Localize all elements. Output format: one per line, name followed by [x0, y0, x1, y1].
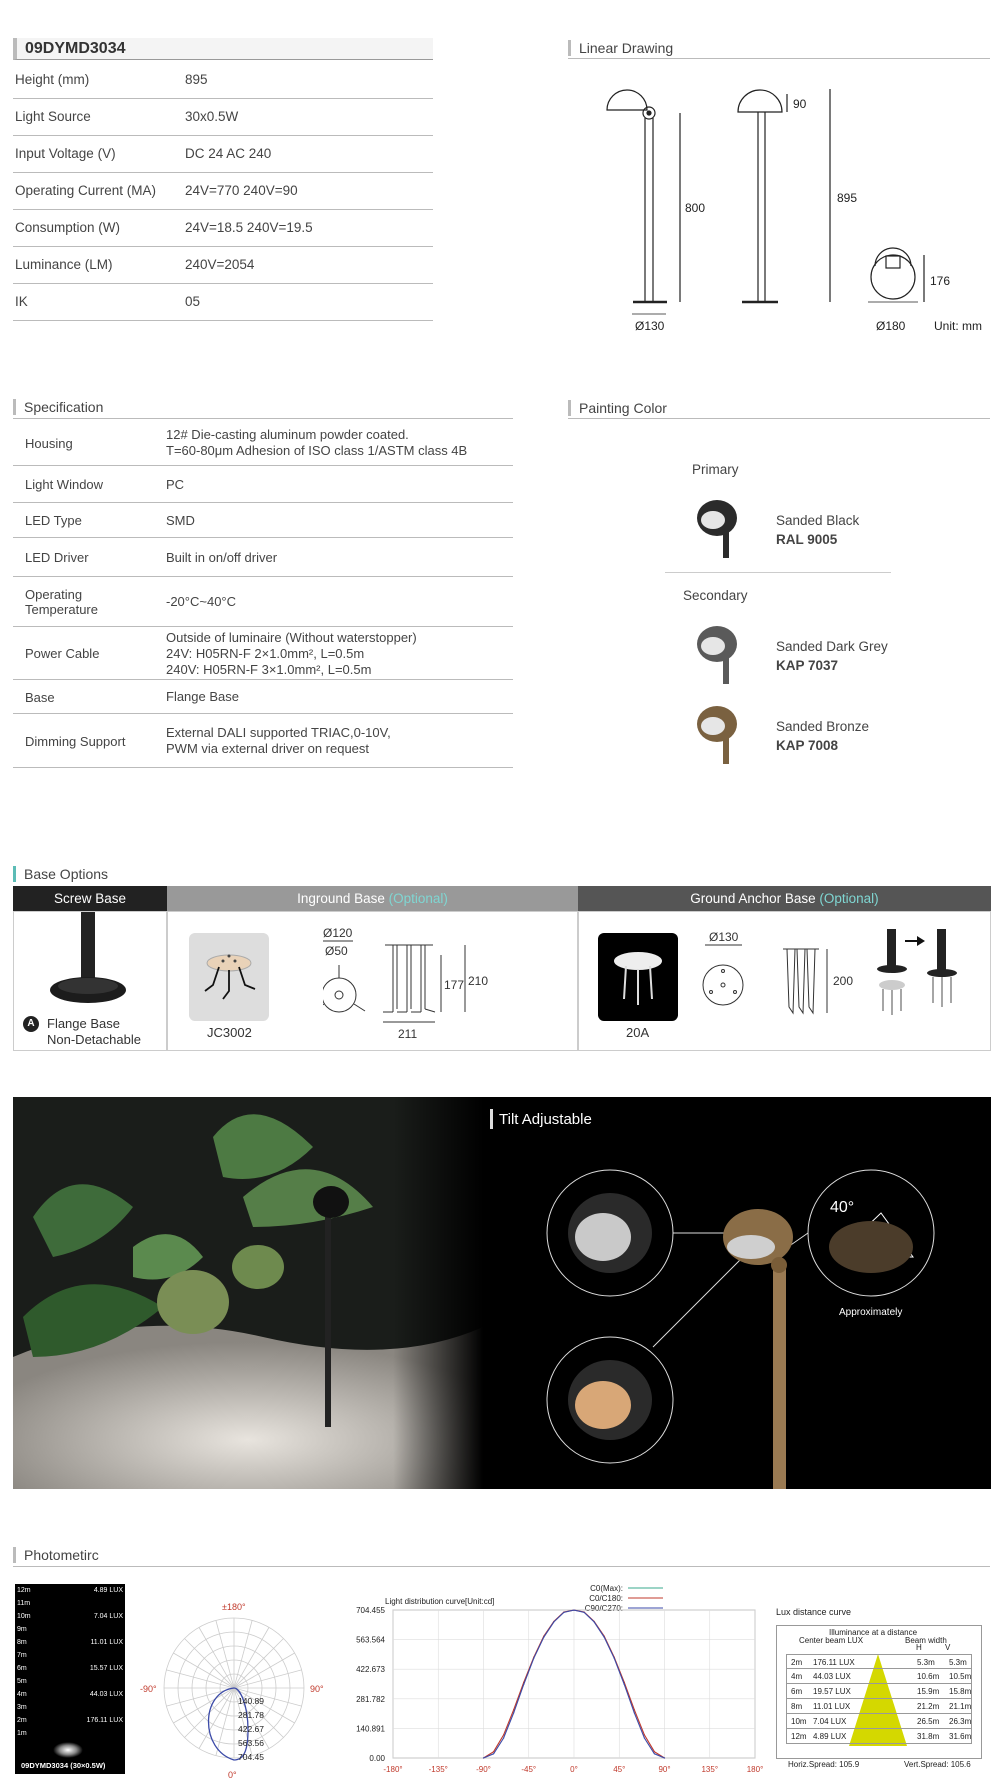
center-beam-label: Center beam LUX	[799, 1636, 864, 1645]
lux-scale-distances	[17, 1587, 47, 1743]
beam-h-label: H	[916, 1643, 922, 1652]
chart-point	[573, 1609, 574, 1610]
dim-dia130: Ø130	[635, 319, 665, 333]
horiz-spread: Horiz.Spread: 105.9	[788, 1760, 860, 1769]
color-name	[776, 637, 888, 675]
specification-row	[13, 577, 513, 627]
polar-ring-label: 422.67	[238, 1724, 264, 1734]
specification-key: Power Cable	[25, 646, 100, 661]
color-swatch-lamp	[695, 498, 743, 560]
color-code: RAL 9005	[776, 532, 838, 547]
lux-scale-distance: 2m	[17, 1717, 27, 1724]
color-code: KAP 7008	[776, 738, 839, 753]
dim-d130: Ø130	[709, 930, 739, 944]
color-divider	[665, 572, 891, 573]
chart-y-tick: 281.782	[356, 1694, 385, 1704]
dim-895: 895	[837, 191, 858, 205]
spec-row	[13, 247, 433, 284]
beam-v-label: V	[945, 1643, 951, 1652]
specification-row	[13, 420, 513, 466]
screw-base-panel	[13, 911, 167, 1051]
chart-point	[624, 1684, 625, 1685]
jc3002-label: JC3002	[207, 1025, 252, 1040]
lux-cell-d: 2m	[791, 1658, 803, 1667]
spec-row	[13, 284, 433, 321]
spec-value: 24V=770 240V=90	[185, 183, 298, 198]
specification-value: Flange Base	[166, 689, 239, 704]
lux-scale-value: 15.57 LUX	[89, 1665, 123, 1672]
lux-cell-v: 21.1m	[949, 1702, 972, 1711]
lux-cell-v: 26.3m	[949, 1717, 972, 1726]
specification-key: Operating Temperature	[25, 587, 98, 617]
painting-color-rule	[568, 418, 990, 419]
inground-base-label: Inground Base	[297, 891, 385, 906]
linear-drawing	[570, 80, 990, 340]
chart-x-tick: -90°	[476, 1765, 491, 1774]
lux-row	[786, 1684, 972, 1699]
spec-value: 30x0.5W	[185, 109, 239, 124]
lux-scale-distance: 6m	[17, 1665, 27, 1672]
lux-scale-panel	[15, 1584, 125, 1774]
lux-scale-distance: 5m	[17, 1678, 27, 1685]
chart-x-tick: 135°	[701, 1765, 719, 1774]
lux-scale-value: 176.11 LUX	[86, 1717, 123, 1724]
secondary-label: Secondary	[683, 588, 748, 603]
chart-point	[664, 1757, 665, 1758]
specification-row	[13, 466, 513, 503]
dim-h177: 177	[444, 978, 465, 992]
product-code: 09DYMD3034	[25, 40, 126, 57]
garden-scene-image	[13, 1097, 991, 1489]
chart-point	[493, 1753, 494, 1754]
spec-row	[13, 210, 433, 247]
unit-label: Unit: mm	[934, 319, 982, 333]
spec-value: 240V=2054	[185, 257, 255, 272]
painting-color-title: Painting Color	[568, 400, 667, 416]
lux-scale-value: 44.03 LUX	[89, 1691, 123, 1698]
lux-scale-distance: 7m	[17, 1652, 27, 1659]
lux-scale-distance: 10m	[17, 1613, 31, 1620]
chart-x-tick: -45°	[521, 1765, 537, 1774]
dim-d120: Ø120	[323, 927, 353, 940]
chart-y-tick: 704.455	[356, 1606, 385, 1615]
specification-value: SMD	[166, 512, 195, 528]
tilt-title: Tilt Adjustable	[499, 1111, 592, 1128]
lux-scale-value: 4.89 LUX	[93, 1587, 123, 1594]
inground-base-panel	[167, 911, 578, 1051]
chart-point	[543, 1637, 544, 1638]
ground-anchor-header	[578, 886, 991, 911]
spec-key: Light Source	[15, 109, 91, 124]
dim-h210: 210	[468, 974, 489, 988]
dim-h200: 200	[833, 974, 854, 988]
tilt-marker	[490, 1109, 493, 1129]
jc3002-image	[189, 933, 269, 1021]
lux-row	[786, 1669, 972, 1684]
specification-value: 12# Die-casting aluminum powder coated. T=60-80μm Adhesion of ISO class 1/ASTM class 4B	[166, 427, 468, 458]
lux-cell-lux: 19.57 LUX	[813, 1687, 851, 1696]
flange-badge: A	[23, 1016, 39, 1032]
specification-key: LED Driver	[25, 550, 89, 565]
lux-row	[786, 1699, 972, 1714]
specification-value: -20°C~40°C	[166, 594, 237, 609]
chart-point	[533, 1658, 534, 1659]
dim-90: 90	[793, 97, 807, 111]
lux-cell-h: 5.3m	[917, 1658, 935, 1667]
polar-left-label: -90°	[140, 1684, 157, 1694]
chart-title: Light distribution curve[Unit:cd]	[385, 1597, 495, 1606]
chart-legend-label: C90/C270:	[584, 1604, 623, 1613]
chart-point	[594, 1621, 595, 1622]
anchor-20a-label: 20A	[626, 1025, 650, 1040]
chart-legend-label: C0/C180:	[589, 1594, 623, 1603]
chart-point	[513, 1712, 514, 1713]
spec-value: 24V=18.5 240V=19.5	[185, 220, 313, 235]
lux-row	[786, 1729, 972, 1744]
specification-key: Housing	[25, 435, 73, 451]
specification-key: Base	[25, 689, 55, 705]
lux-cell-d: 12m	[791, 1732, 807, 1741]
base-options-title: Base Options	[13, 866, 108, 882]
spec-table-top	[13, 62, 433, 321]
flange-line2: Non-Detachable	[47, 1032, 141, 1047]
color-name-text: Sanded Black	[776, 513, 860, 528]
chart-x-tick: 0°	[570, 1765, 578, 1774]
color-name-text: Sanded Dark Grey	[776, 639, 888, 654]
lux-cell-h: 31.8m	[917, 1732, 940, 1741]
lux-cell-h: 26.5m	[917, 1717, 940, 1726]
polar-bottom-label: 0°	[228, 1770, 237, 1780]
specification-title: Specification	[13, 399, 103, 415]
lux-distance-title: Lux distance curve	[776, 1607, 852, 1617]
specification-row	[13, 503, 513, 538]
lux-row	[786, 1654, 972, 1669]
chart-point	[483, 1757, 484, 1758]
lux-cell-d: 4m	[791, 1672, 803, 1681]
spec-key: IK	[15, 294, 28, 309]
lux-cell-lux: 44.03 LUX	[813, 1672, 851, 1681]
color-name	[776, 511, 859, 549]
inground-optional: (Optional)	[388, 891, 448, 906]
color-swatch-lamp	[695, 704, 743, 766]
tilt-angle: 40°	[830, 1199, 855, 1216]
beam-width-label: Beam width	[905, 1636, 947, 1645]
specification-row	[13, 714, 513, 768]
dim-dia180: Ø180	[876, 319, 906, 333]
polar-ring-label: 281.78	[238, 1710, 264, 1720]
spec-value: 895	[185, 72, 208, 87]
specification-value: Outside of luminaire (Without waterstopper) 24V: H05RN-F 2×1.0mm², L=0.5m 240V: H05RN-F 3×1.0mm², L=0.5m	[166, 629, 417, 677]
lux-scale-glow	[53, 1742, 83, 1758]
dim-176: 176	[930, 274, 951, 288]
specification-key: Dimming Support	[25, 733, 126, 749]
lux-cell-d: 8m	[791, 1702, 803, 1711]
lux-cell-h: 21.2m	[917, 1702, 940, 1711]
anchor-drawing	[697, 927, 987, 1037]
lux-cell-v: 5.3m	[949, 1658, 967, 1667]
chart-legend-label: C0(Max):	[590, 1584, 623, 1593]
chart-point	[503, 1734, 504, 1735]
light-distribution-chart	[345, 1582, 765, 1777]
chart-point	[493, 1751, 494, 1752]
spec-key: Consumption (W)	[15, 220, 121, 235]
lux-cell-d: 10m	[791, 1717, 807, 1726]
anchor-20a-image	[598, 933, 678, 1021]
chart-point	[563, 1612, 564, 1613]
ground-anchor-panel	[578, 911, 991, 1051]
lux-scale-distance: 12m	[17, 1587, 31, 1594]
chart-point	[654, 1753, 655, 1754]
lux-distance-panel	[776, 1625, 982, 1759]
lux-cell-lux: 7.04 LUX	[813, 1717, 847, 1726]
specification-key: Light Window	[25, 477, 104, 492]
lux-scale-value: 7.04 LUX	[93, 1613, 123, 1620]
specification-value: PC	[166, 476, 185, 492]
tilt-note: Approximately	[839, 1307, 903, 1318]
polar-top-label: ±180°	[222, 1602, 246, 1612]
color-name-text: Sanded Bronze	[776, 719, 870, 734]
chart-y-tick: 563.564	[356, 1635, 385, 1645]
spec-row	[13, 136, 433, 173]
specification-table	[13, 420, 513, 768]
chart-x-tick: 180°	[746, 1765, 764, 1774]
color-swatch-lamp	[695, 624, 743, 686]
screw-base-header	[13, 886, 167, 911]
chart-y-tick: 0.00	[369, 1754, 385, 1763]
polar-diagram	[140, 1600, 330, 1780]
spec-key: Luminance (LM)	[15, 257, 113, 272]
spec-key: Height (mm)	[15, 72, 90, 87]
spec-row	[13, 173, 433, 210]
chart-x-tick: -135°	[428, 1765, 448, 1774]
product-photo	[13, 1097, 991, 1489]
specification-rule	[13, 418, 513, 419]
vert-spread: Vert.Spread: 105.6	[904, 1760, 971, 1769]
chart-point	[503, 1737, 504, 1738]
specification-row	[13, 538, 513, 577]
dim-w211: 211	[398, 1027, 418, 1041]
flange-base-image	[44, 912, 134, 1007]
lux-scale-value: 11.01 LUX	[90, 1639, 123, 1646]
chart-point	[644, 1737, 645, 1738]
spec-row	[13, 62, 433, 99]
specification-value: Built in on/off driver	[166, 549, 278, 565]
illuminance-title: Illuminance at a distance	[829, 1628, 918, 1637]
primary-label: Primary	[692, 462, 739, 477]
lux-scale-distance: 3m	[17, 1704, 27, 1711]
chart-point	[604, 1637, 605, 1638]
linear-drawing-rule	[568, 58, 990, 59]
polar-ring-label: 140.89	[238, 1696, 264, 1706]
lux-scale-distance: 4m	[17, 1691, 27, 1698]
lux-cell-h: 10.6m	[917, 1672, 940, 1681]
specification-key: LED Type	[25, 513, 82, 528]
spec-key: Operating Current (MA)	[15, 183, 157, 198]
lux-scale-footer: 09DYMD3034 (30×0.5W)	[21, 1761, 106, 1770]
spec-value: 05	[185, 294, 201, 309]
polar-right-label: 90°	[310, 1684, 324, 1694]
color-name	[776, 717, 869, 755]
lux-cell-lux: 11.01 LUX	[813, 1702, 851, 1711]
chart-point	[644, 1734, 645, 1735]
chart-point	[634, 1712, 635, 1713]
lux-cell-v: 15.8m	[949, 1687, 972, 1696]
lux-cell-v: 10.5m	[949, 1672, 972, 1681]
lux-cell-d: 6m	[791, 1687, 803, 1696]
dim-d50: Ø50	[325, 944, 348, 958]
lux-rows	[786, 1654, 972, 1744]
lux-cell-lux: 176.11 LUX	[813, 1658, 855, 1667]
lux-scale-distance: 1m	[17, 1730, 27, 1737]
spec-key: Input Voltage (V)	[15, 146, 116, 161]
spec-value: DC 24 AC 240	[185, 146, 272, 161]
polar-ring-label: 563.56	[238, 1738, 264, 1748]
lux-scale-distance: 9m	[17, 1626, 27, 1633]
lux-cell-lux: 4.89 LUX	[813, 1732, 847, 1741]
chart-point	[654, 1751, 655, 1752]
polar-ring-label: 704.45	[238, 1752, 264, 1762]
chart-point	[614, 1658, 615, 1659]
inground-base-header	[167, 886, 578, 911]
photometric-title: Photometirc	[13, 1547, 99, 1563]
ground-anchor-optional: (Optional)	[819, 891, 879, 906]
lux-scale-distance: 8m	[17, 1639, 27, 1646]
chart-y-tick: 422.673	[356, 1665, 385, 1675]
chart-x-tick: 45°	[613, 1765, 626, 1774]
chart-point	[583, 1612, 584, 1613]
specification-row	[13, 680, 513, 714]
screw-base-label: Screw Base	[53, 891, 127, 906]
dim-800: 800	[685, 201, 706, 215]
chart-point	[523, 1684, 524, 1685]
spec-row	[13, 99, 433, 136]
lux-cell-h: 15.9m	[917, 1687, 940, 1696]
lux-scale-distance: 11m	[17, 1600, 31, 1607]
linear-drawing-title: Linear Drawing	[568, 40, 673, 56]
specification-value: External DALI supported TRIAC,0-10V, PWM via external driver on request	[166, 725, 391, 756]
color-code: KAP 7037	[776, 658, 839, 673]
chart-x-tick: 90°	[658, 1765, 671, 1774]
chart-point	[553, 1621, 554, 1622]
ground-anchor-label: Ground Anchor Base	[690, 891, 816, 906]
photometric-rule	[13, 1566, 990, 1567]
inground-drawing	[323, 927, 553, 1042]
lux-cell-v: 31.6m	[949, 1732, 972, 1741]
flange-line1: Flange Base	[47, 1016, 120, 1031]
lux-row	[786, 1714, 972, 1729]
chart-y-tick: 140.891	[356, 1724, 385, 1734]
specification-row	[13, 627, 513, 680]
chart-x-tick: -180°	[383, 1765, 403, 1774]
